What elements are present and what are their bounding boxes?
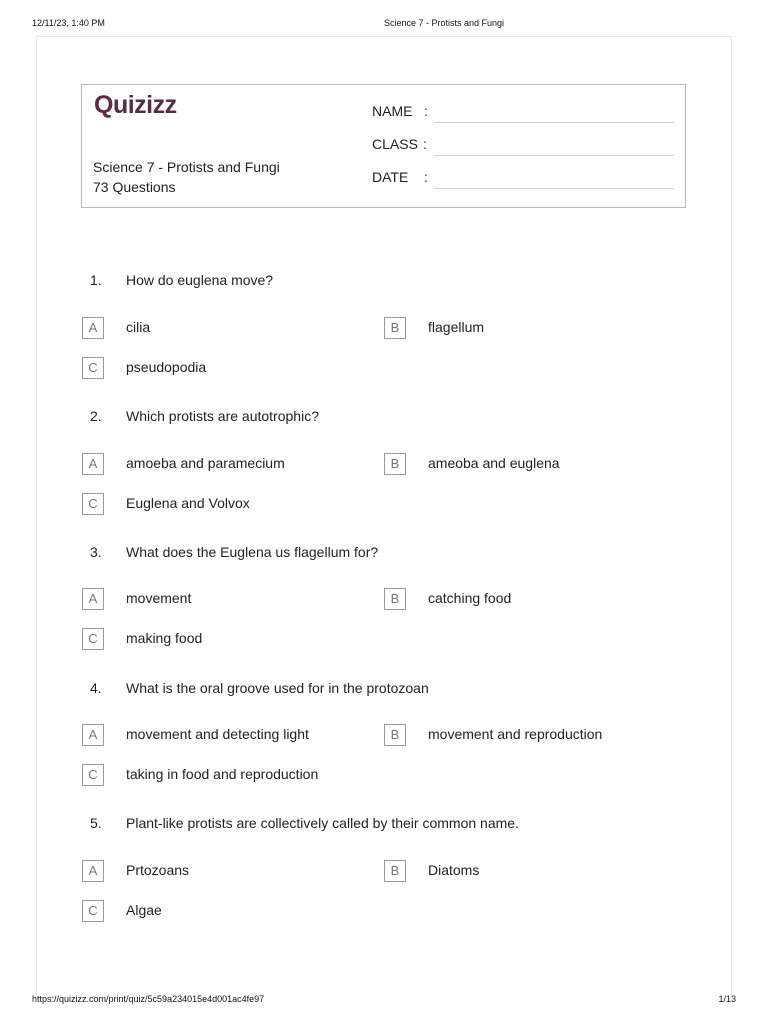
option-letter-box: B [384, 724, 406, 746]
question-number: 1. [90, 272, 102, 288]
question-text: What is the oral groove used for in the protozoan [126, 680, 429, 696]
option-letter-box: B [384, 453, 406, 475]
date-label: DATE [372, 169, 409, 185]
class-colon: : [423, 136, 427, 152]
option-text: Algae [126, 902, 162, 918]
option-letter-box: A [82, 860, 104, 882]
quiz-info-box [81, 84, 686, 208]
option-letter-box: A [82, 724, 104, 746]
option-letter-box: C [82, 764, 104, 786]
option-text: ameoba and euglena [428, 455, 560, 471]
option-text: movement and reproduction [428, 726, 603, 742]
option-letter-box: B [384, 317, 406, 339]
option-letter-box: C [82, 357, 104, 379]
question-number: 3. [90, 544, 102, 560]
question-count: 73 Questions [93, 179, 176, 195]
name-colon: : [424, 103, 428, 119]
option-text: movement and detecting light [126, 726, 309, 742]
print-page-number: 1/13 [718, 994, 736, 1004]
option-text: flagellum [428, 319, 485, 335]
option-letter-box: A [82, 453, 104, 475]
question-text: Plant-like protists are collectively called by their common name. [126, 815, 519, 831]
class-label: CLASS [372, 136, 418, 152]
option-text: making food [126, 630, 203, 646]
quiz-title: Science 7 - Protists and Fungi [93, 159, 280, 175]
option-text: Euglena and Volvox [126, 495, 250, 511]
option-text: taking in food and reproduction [126, 766, 319, 782]
option-letter-box: B [384, 860, 406, 882]
option-letter-box: A [82, 588, 104, 610]
option-letter-box: C [82, 900, 104, 922]
question-text: What does the Euglena us flagellum for? [126, 544, 379, 560]
name-label: NAME [372, 103, 413, 119]
class-line [434, 155, 674, 156]
option-text: Prtozoans [126, 862, 190, 878]
option-text: catching food [428, 590, 512, 606]
option-text: movement [126, 590, 192, 606]
option-letter-box: B [384, 588, 406, 610]
print-datetime: 12/11/23, 1:40 PM [32, 18, 105, 28]
option-letter-box: C [82, 493, 104, 515]
question-number: 2. [90, 408, 102, 424]
option-letter-box: A [82, 317, 104, 339]
date-line [434, 188, 674, 189]
question-number: 4. [90, 680, 102, 696]
date-field [372, 167, 674, 191]
option-text: pseudopodia [126, 359, 207, 375]
class-field [372, 134, 674, 158]
date-colon: : [424, 169, 428, 185]
print-url[interactable]: https://quizizz.com/print/quiz/5c59a234015e4d001ac4fe97 [32, 994, 265, 1004]
question-text: Which protists are autotrophic? [126, 408, 319, 424]
option-letter-box: C [82, 628, 104, 650]
print-title: Science 7 - Protists and Fungi [383, 18, 505, 28]
name-field [372, 101, 674, 125]
question-number: 5. [90, 815, 102, 831]
quizizz-logo: Quizizz [94, 91, 177, 119]
option-text: amoeba and paramecium [126, 455, 285, 471]
option-text: Diatoms [428, 862, 480, 878]
name-line [434, 122, 674, 123]
option-text: cilia [126, 319, 151, 335]
question-text: How do euglena move? [126, 272, 274, 288]
